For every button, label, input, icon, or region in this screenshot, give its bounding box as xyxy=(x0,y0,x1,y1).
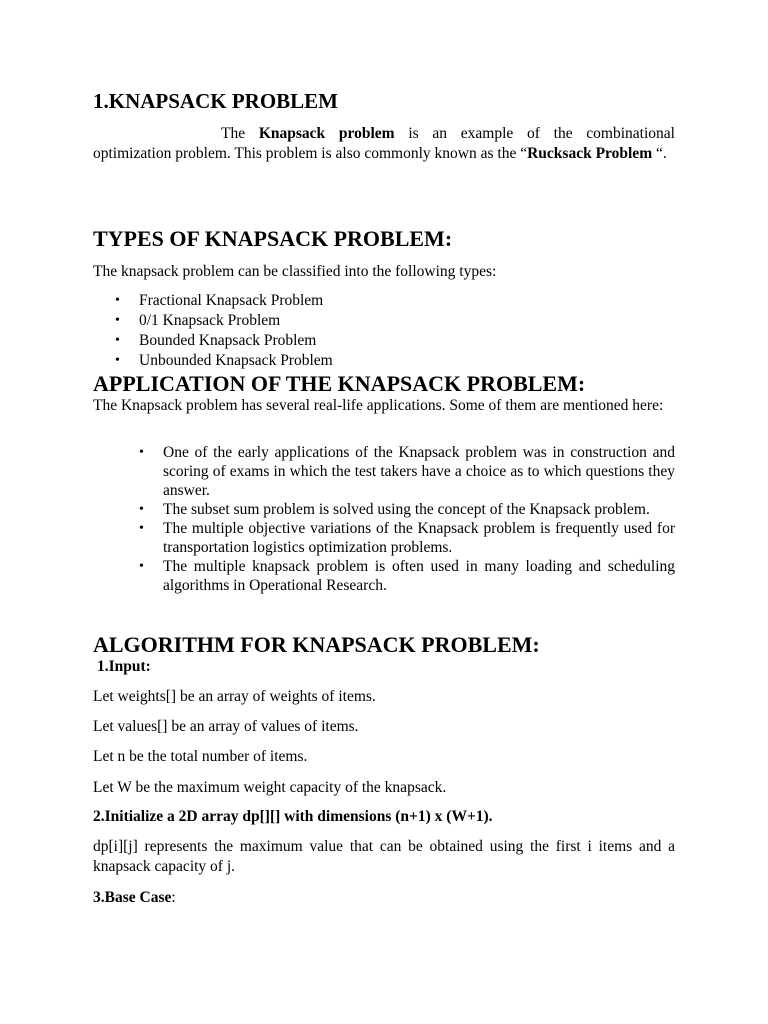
list-item-text: The multiple objective variations of the Knapsack problem is frequently used for transportation logistics optimization problems. xyxy=(163,520,675,556)
bullet-icon: • xyxy=(139,445,144,460)
bullet-icon: • xyxy=(139,502,144,517)
intro-paragraph xyxy=(93,124,675,164)
intro-text-2: is an example of the combinational optimization problem. This problem is also commonly known as the “ xyxy=(93,125,675,162)
step1-label: 1.Input: xyxy=(97,658,151,675)
intro-text-3: “. xyxy=(652,145,667,162)
list-item-text: Fractional Knapsack Problem xyxy=(139,292,324,309)
step3-label-text: 3.Base Case xyxy=(93,889,172,906)
intro-term-rucksack: Rucksack Problem xyxy=(527,145,653,162)
intro-text-1: The xyxy=(221,125,259,142)
input-line: Let values[] be an array of values of items. xyxy=(93,718,359,735)
bullet-icon: • xyxy=(115,313,120,328)
list-item xyxy=(93,557,675,595)
step2-description: dp[i][j] represents the maximum value that can be obtained using the first i items and a knapsack capacity of j. xyxy=(93,838,675,875)
list-item xyxy=(93,443,675,500)
list-item xyxy=(93,311,675,331)
input-line: Let weights[] be an array of weights of items. xyxy=(93,688,376,705)
intro-term-knapsack: Knapsack problem xyxy=(258,125,395,142)
input-line: Let n be the total number of items. xyxy=(93,748,308,765)
algorithm-heading: ALGORITHM FOR KNAPSACK PROBLEM: xyxy=(93,632,540,657)
step3-label xyxy=(93,888,675,908)
list-item xyxy=(93,519,675,557)
list-item-text: 0/1 Knapsack Problem xyxy=(139,312,281,329)
step3-label-colon: : xyxy=(171,889,176,906)
application-lead: The Knapsack problem has several real-life applications. Some of them are mentioned here: xyxy=(93,397,664,414)
document-title: 1.KNAPSACK PROBLEM xyxy=(93,89,339,113)
list-item-text: Unbounded Knapsack Problem xyxy=(139,352,333,369)
list-item xyxy=(93,331,675,351)
step2-label: 2.Initialize a 2D array dp[][] with dimensions (n+1) x (W+1). xyxy=(93,808,493,825)
bullet-icon: • xyxy=(115,353,120,368)
list-item xyxy=(93,500,675,519)
list-item xyxy=(93,351,675,371)
application-list xyxy=(93,443,675,595)
bullet-icon: • xyxy=(115,333,120,348)
document-page xyxy=(93,0,675,1024)
types-list xyxy=(93,291,675,371)
list-item-text: The multiple knapsack problem is often used in many loading and scheduling algorithms in Operational Research. xyxy=(163,558,675,594)
input-line: Let W be the maximum weight capacity of the knapsack. xyxy=(93,779,447,796)
list-item xyxy=(93,291,675,311)
bullet-icon: • xyxy=(139,559,144,574)
bullet-icon: • xyxy=(139,521,144,536)
bullet-icon: • xyxy=(115,293,120,308)
list-item-text: Bounded Knapsack Problem xyxy=(139,332,317,349)
types-lead: The knapsack problem can be classified into the following types: xyxy=(93,263,497,280)
types-heading: TYPES OF KNAPSACK PROBLEM: xyxy=(93,226,453,251)
list-item-text: One of the early applications of the Knapsack problem was in construction and scoring of exams in which the test takers have a choice as to which questions they answer. xyxy=(163,444,675,499)
application-heading: APPLICATION OF THE KNAPSACK PROBLEM: xyxy=(93,371,586,396)
list-item-text: The subset sum problem is solved using the concept of the Knapsack problem. xyxy=(163,501,650,518)
